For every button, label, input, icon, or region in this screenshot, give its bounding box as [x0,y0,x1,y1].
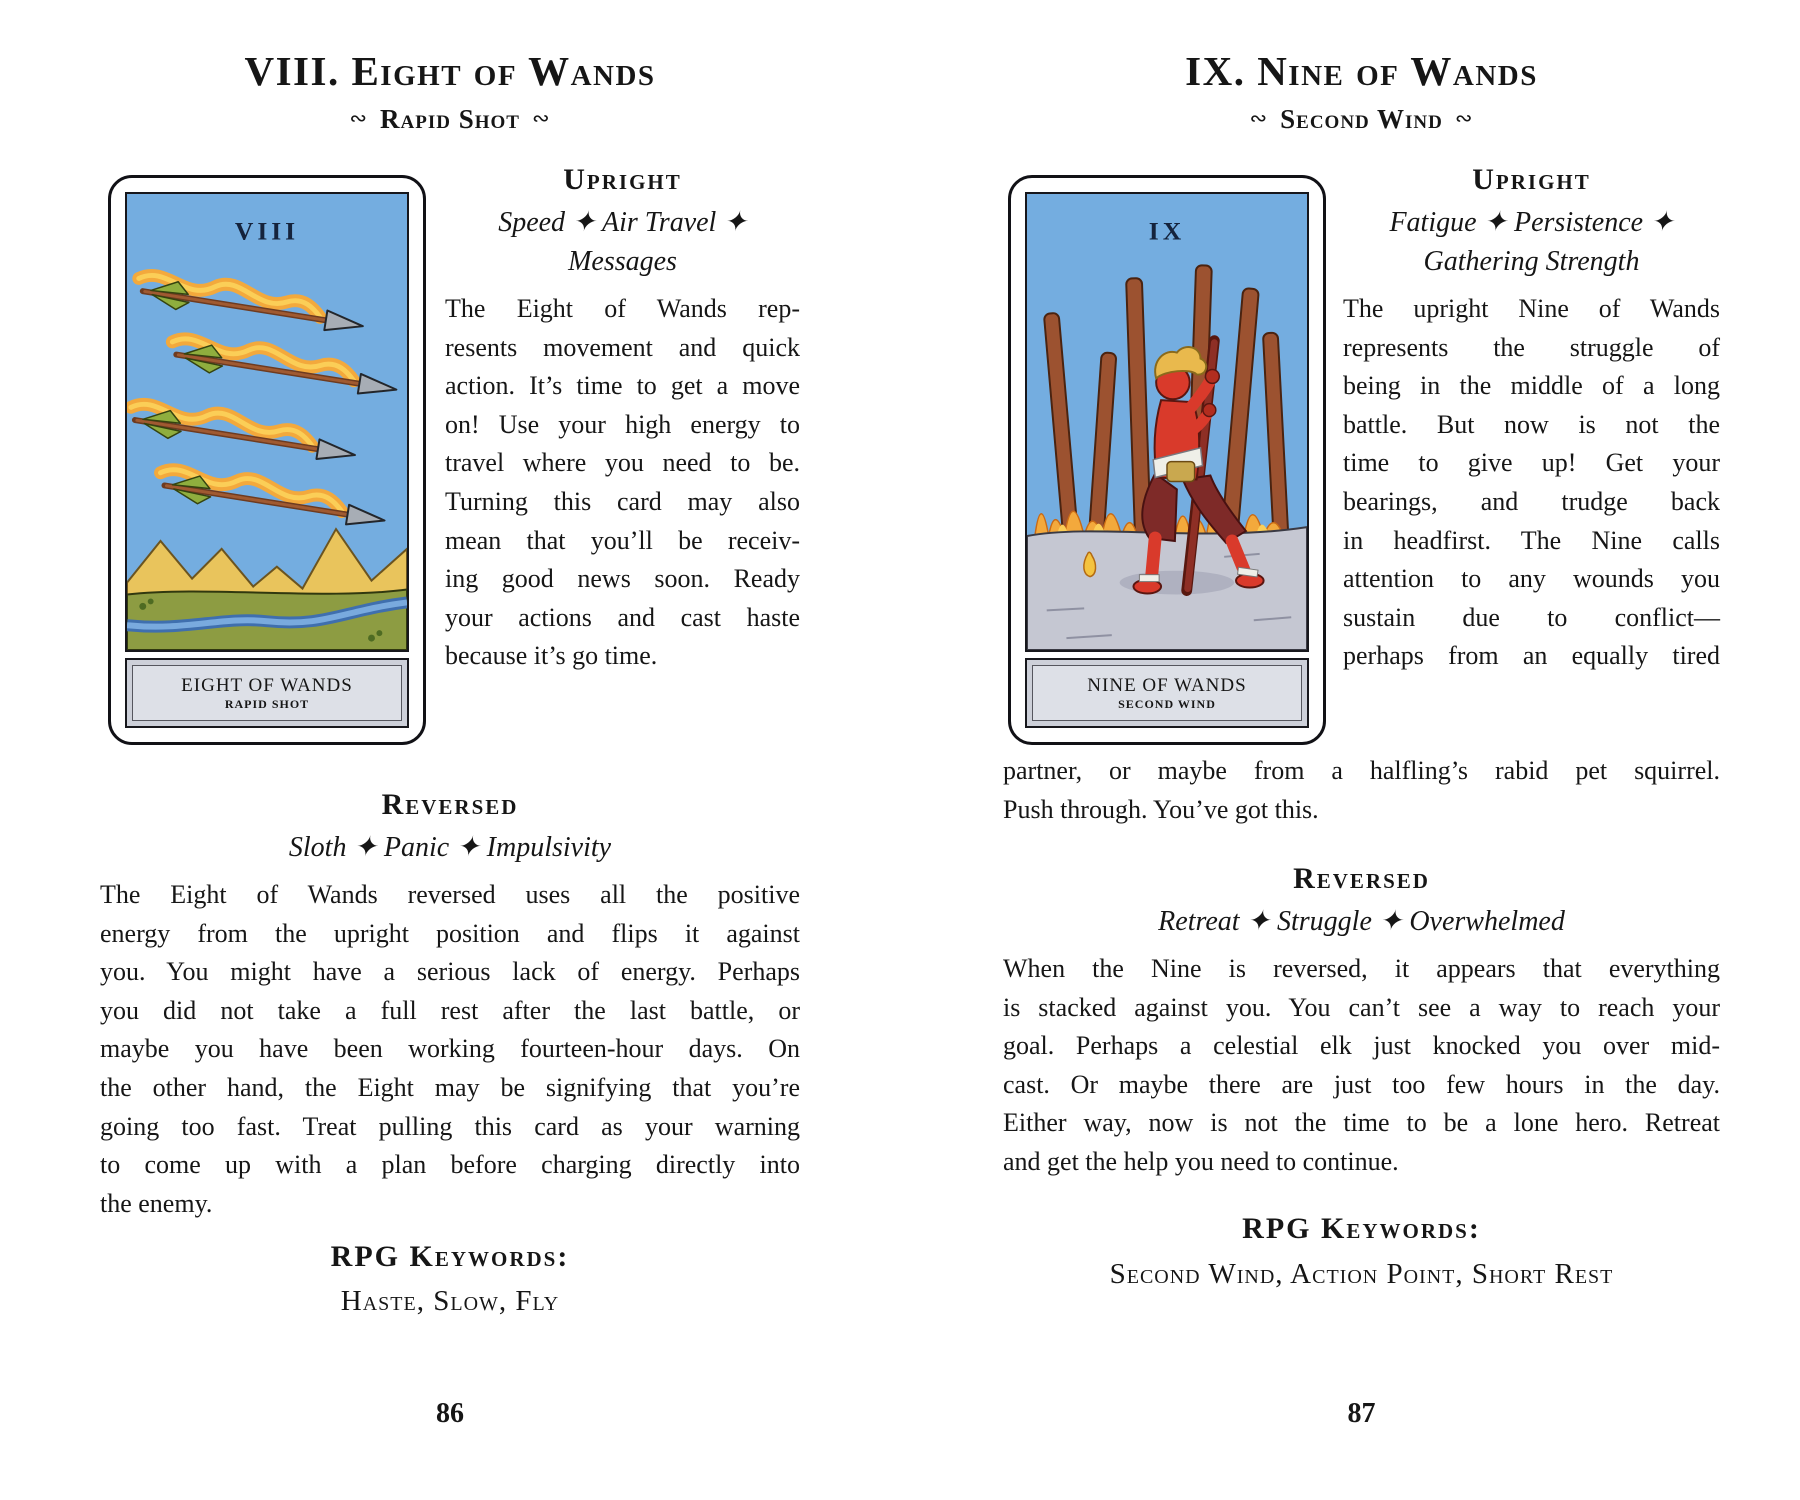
rpg-keywords-list: Second Wind, Action Point, Short Rest [1109,1258,1614,1290]
text-line: energy from the upright position and flips it against [100,918,800,948]
text-line: represents the struggle of [1343,332,1720,362]
swirl-ornament-icon: ∾ [349,105,369,130]
card-title-band [125,658,409,728]
reversed-body [1003,950,1720,1182]
upright-body [1343,290,1720,676]
page-subtitle [1003,104,1720,135]
text-line: The Eight of Wands reversed uses all the positive [100,880,800,909]
text-line: you did not take a full rest after the last battle, or [100,995,800,1025]
text-line: sustain due to conflict— [1343,602,1720,632]
nine-of-wands-card-art [1025,192,1309,652]
text-line: Speed ✦ Air Travel ✦ [498,207,747,238]
text-line: attention to any wounds you [1343,564,1720,594]
text-line: maybe you have been working fourteen-hour days. On [100,1034,800,1064]
text-line: is stacked against you. You can’t see a way to reach your [1003,992,1720,1022]
upright-heading: Upright [1472,163,1591,196]
page-title: IX. Nine of Wands [1185,48,1538,94]
swirl-ornament-icon: ∾ [1454,105,1474,130]
page-title: VIII. Eight of Wands [244,48,656,94]
text-line: Push through. You’ve got this. [1003,794,1319,824]
right-page [1003,0,1720,1500]
text-line: the other hand, the Eight may be signifying that you’re [100,1072,800,1102]
text-line: cast. Or maybe there are just too few hours in the day. [1003,1069,1720,1099]
upright-body-continuation [1003,752,1720,829]
text-line: partner, or maybe from a halfling’s rabid pet squirrel. [1003,756,1720,785]
tarot-card-eight-of-wands [108,175,426,745]
text-line: being in the middle of a long [1343,371,1720,401]
text-line: your actions and cast haste [445,602,800,632]
text-line: travel where you need to be. [445,448,800,478]
reversed-keywords [100,828,800,867]
text-line: Turning this card may also [445,486,800,516]
text-line: you. You might have a serious lack of energy. Perhaps [100,957,800,987]
text-line: because it’s go time. [445,641,658,671]
text-line: The upright Nine of Wands [1343,294,1720,323]
text-line: goal. Perhaps a celestial elk just knocked you over mid- [1003,1031,1720,1061]
text-line: resents movement and quick [445,332,800,362]
tarot-card-nine-of-wands [1008,175,1326,745]
rpg-keywords-heading: RPG Keywords: [330,1240,570,1273]
page-subtitle [100,104,800,135]
text-line: and get the help you need to continue. [1003,1146,1399,1176]
text-line: ing good news soon. Ready [445,564,800,594]
text-line: Fatigue ✦ Persistence ✦ [1389,207,1674,238]
card-subname: SECOND WIND [1118,696,1216,711]
upright-section [1343,163,1720,676]
left-page [100,0,800,1500]
rpg-keywords-heading: RPG Keywords: [1242,1212,1481,1245]
text-line: bearings, and trudge back [1343,486,1720,516]
card-subname: RAPID SHOT [224,696,310,711]
rpg-keywords-list: Haste, Slow, Fly [340,1285,560,1317]
text-line: action. It’s time to get a move [445,371,800,401]
swirl-ornament-icon: ∾ [1249,105,1269,130]
text-line: the enemy. [100,1188,213,1218]
swirl-ornament-icon: ∾ [531,105,551,130]
upright-heading: Upright [563,163,682,196]
text-line: Gathering Strength [1423,246,1640,277]
reversed-keywords [1003,902,1720,941]
upright-body [445,290,800,676]
reversed-heading: Reversed [381,788,519,821]
text-line: in headfirst. The Nine calls [1343,525,1720,555]
text-line: on! Use your high energy to [445,409,800,439]
text-line: Messages [568,246,677,277]
card-title-band [1025,658,1309,728]
text-line: battle. But now is not the [1343,409,1720,439]
page-subtitle-text: Rapid Shot [380,104,520,134]
text-line: Sloth ✦ Panic ✦ Impulsivity [288,832,612,863]
upright-keywords [1343,203,1720,281]
text-line: Retreat ✦ Struggle ✦ Overwhelmed [1158,906,1565,937]
text-line: mean that you’ll be receiv- [445,525,800,555]
reversed-heading: Reversed [1293,862,1430,895]
upright-keywords [445,203,800,281]
eight-of-wands-card-art [125,192,409,652]
card-name: NINE OF WANDS [1087,674,1247,696]
page-subtitle-text: Second Wind [1280,104,1443,134]
text-line: Either way, now is not the time to be a lone hero. Retreat [1003,1108,1720,1138]
text-line: going too fast. Treat pulling this card as your warning [100,1111,800,1141]
text-line: When the Nine is reversed, it appears that everything [1003,954,1720,983]
text-line: time to give up! Get your [1343,448,1720,478]
page-number: 87 [1347,1398,1376,1429]
card-name: EIGHT OF WANDS [181,674,353,696]
text-line: to come up with a plan before charging directly into [100,1150,800,1180]
text-line: The Eight of Wands rep- [445,294,800,323]
card-numeral-art: IX [1148,216,1186,246]
text-line: perhaps from an equally tired [1343,641,1720,671]
reversed-body [100,876,800,1223]
upright-section [445,163,800,676]
card-numeral-art: VIII [234,216,300,246]
page-number: 86 [436,1398,464,1429]
